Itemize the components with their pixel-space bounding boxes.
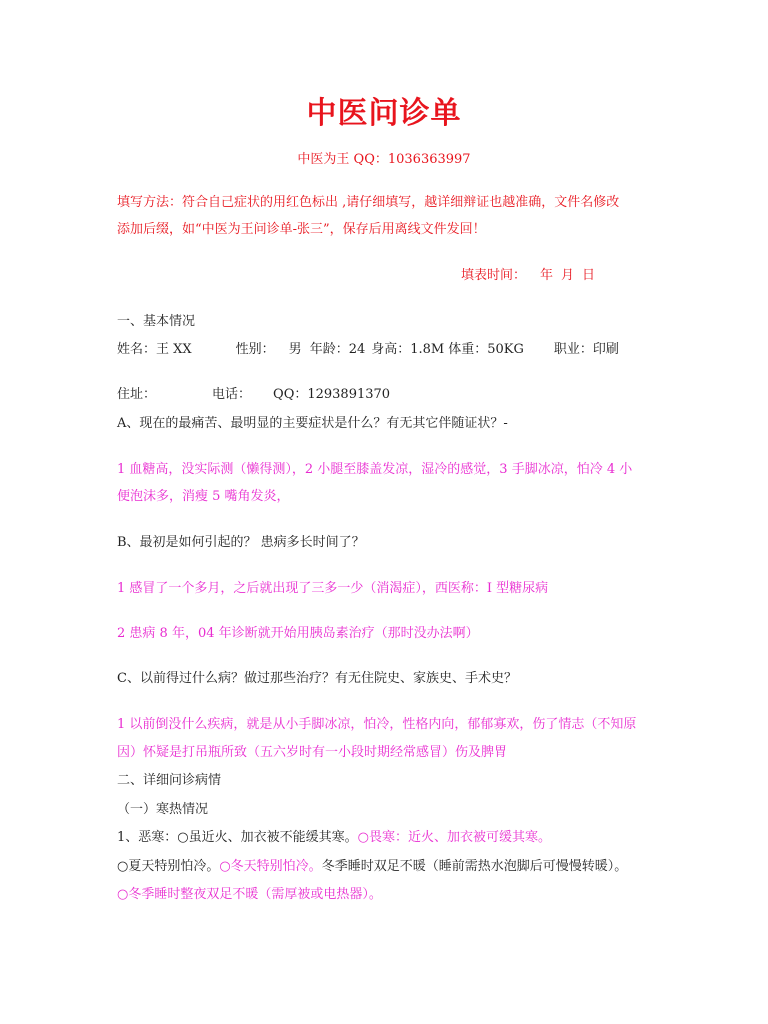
cold-heat-line-3: ○冬季睡时整夜双足不暖（需厚被或电热器）。 — [117, 887, 382, 902]
phone-field: 电话： — [212, 387, 252, 402]
answer-c-line-1: 1 以前倒没什么疾病，就是从小手脚冰凉，怕冷，性格内向，郁郁寡欢，伤了情志（不知原 — [117, 717, 637, 732]
cold-heat-line-1 — [117, 829, 551, 847]
section-detail-title: 二、详细问诊病情 — [117, 773, 222, 788]
address-field: 住址： — [117, 387, 157, 402]
fear-cold-option: ○畏寒：近火、加衣被可缓其寒。 — [357, 830, 551, 845]
winter-cold-option: ○冬天特别怕冷。 — [219, 859, 322, 874]
aversion-cold-option: 1、恶寒：○虽近火、加衣被不能缓其寒。 — [117, 830, 358, 845]
winter-feet-option: 冬季睡时双足不暖（睡前需热水泡脚后可慢慢转暖）。 — [321, 859, 628, 874]
qq-field: QQ：1293891370 — [273, 387, 391, 402]
cold-heat-line-2 — [117, 858, 627, 876]
age-field: 年龄：24 — [309, 342, 366, 357]
name-field: 姓名：王 XX — [117, 342, 192, 357]
page-title: 中医问诊单 — [306, 96, 462, 131]
answer-a-line-1: 1 血糖高，没实际测（懒得测），2 小腿至膝盖发凉，湿冷的感觉，3 手脚冰凉，怕冷 4 小 — [117, 462, 633, 477]
fill-date — [461, 267, 595, 285]
fill-date-label: 填表时间： — [461, 268, 527, 283]
summer-cold-option: ○夏天特别怕冷。 — [117, 859, 220, 874]
fill-date-day: 日 — [582, 268, 596, 283]
section-basic-title: 一、基本情况 — [117, 314, 196, 329]
subsection-cold-heat-title: （一）寒热情况 — [117, 802, 209, 817]
instructions-line-2: 添加后缀，如“中医为王问诊单-张三”，保存后用离线文件发回！ — [117, 222, 486, 237]
answer-c-line-2: 因）怀疑是打吊瓶所致（五六岁时有一小段时期经常感冒）伤及脾胃 — [117, 745, 508, 760]
answer-a-line-2: 便泡沫多，消瘦 5 嘴角发炎， — [117, 489, 290, 504]
question-a: A、现在的最痛苦、最明显的主要症状是什么？有无其它伴随证状？- — [117, 416, 508, 431]
weight-field: 体重：50KG — [448, 342, 524, 357]
fill-date-month: 月 — [561, 268, 575, 283]
height-field: 身高：1.8M — [371, 342, 445, 357]
gender-value: 男 — [288, 342, 302, 357]
contact-info-row — [117, 386, 390, 404]
basic-info-row — [117, 341, 619, 359]
answer-b-line-1: 1 感冒了一个多月，之后就出现了三多一少（消渴症），西医称：I 型糖尿病 — [117, 581, 549, 596]
occupation-field: 职业：印刷 — [553, 342, 619, 357]
question-c: C、以前得过什么病？做过那些治疗？有无住院史、家族史、手术史？ — [117, 671, 517, 686]
fill-date-year: 年 — [540, 268, 554, 283]
gender-label: 性别： — [235, 342, 275, 357]
question-b: B、最初是如何引起的？ 患病多长时间了？ — [117, 535, 365, 550]
contact-line: 中医为王 QQ：1036363997 — [297, 152, 471, 167]
answer-b-line-2: 2 患病 8 年，04 年诊断就开始用胰岛素治疗（那时没办法啊） — [117, 626, 479, 641]
instructions-line-1: 填写方法：符合自己症状的用红色标出 ,请仔细填写，越详细辩证也越准确，文件名修改 — [117, 195, 620, 210]
